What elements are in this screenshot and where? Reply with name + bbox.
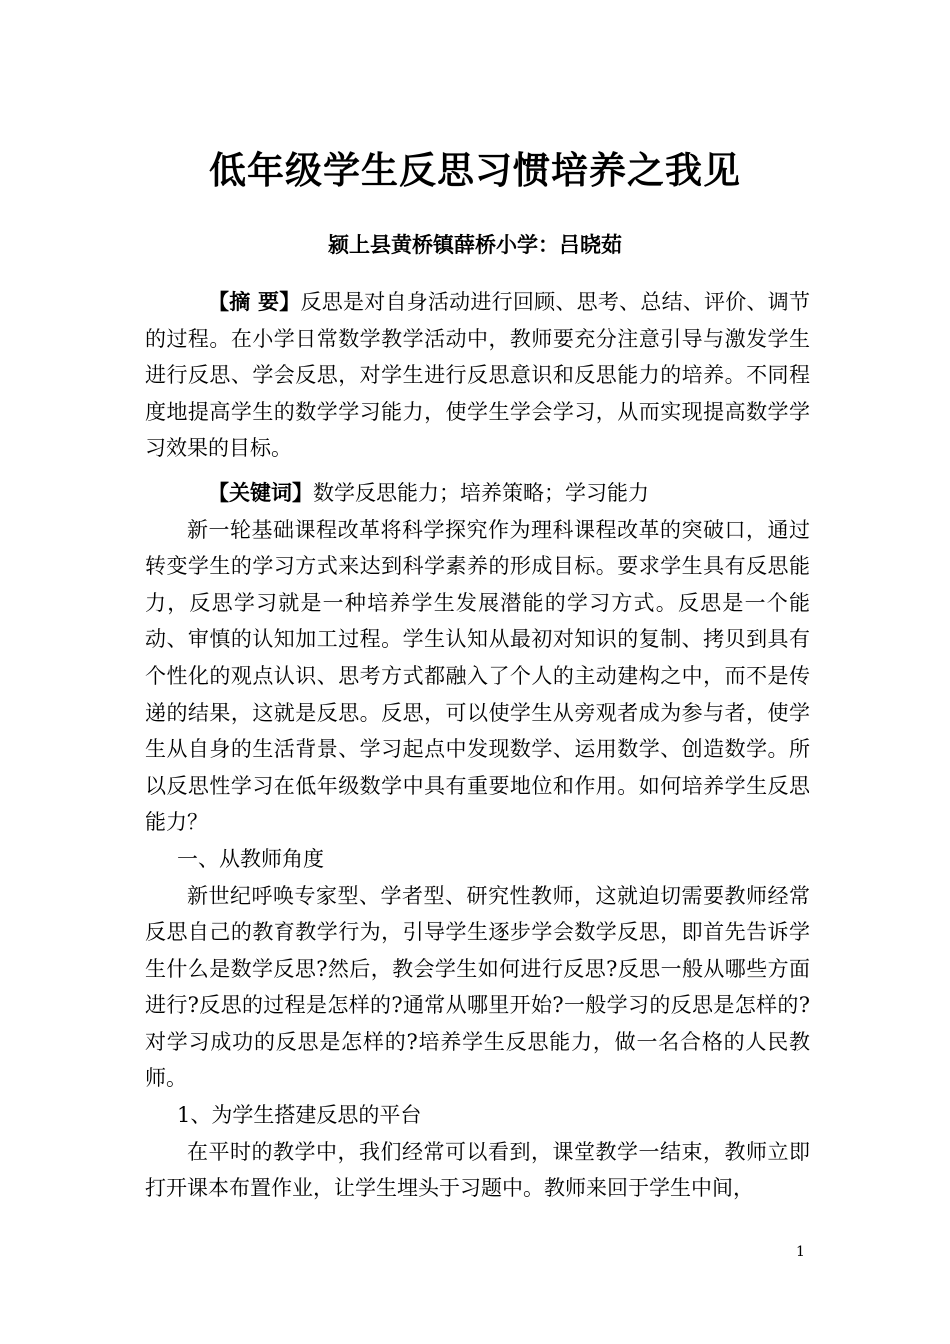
keywords-text: 数学反思能力；培养策略；学习能力 — [313, 480, 649, 505]
subsection-paragraph-platform: 在平时的教学中，我们经常可以看到，课堂教学一结束，教师立即打开课本布置作业，让学生埋头于习题中。教师来回于学生中间， — [145, 1139, 810, 1201]
abstract-text: 反思是对自身活动进行回顾、思考、总结、评价、调节的过程。在小学日常数学教学活动中，教师要充分注意引导与激发学生进行反思、学会反思，对学生进行反思意识和反思能力的培养。不同程度地提高学生的数学学习能力，使学生学会学习，从而实现提高数学学习效果的目标。 — [145, 290, 811, 461]
document-body — [145, 284, 810, 1207]
intro-paragraph: 新一轮基础课程改革将科学探究作为理科课程改革的突破口，通过转变学生的学习方式来达到科学素养的形成目标。要求学生具有反思能力，反思学习就是一种培养学生发展潜能的学习方式。反思是一个能动、审慎的认知加工过程。学生认知从最初对知识的复制、拷贝到具有个性化的观点认识、思考方式都融入了个人的主动建构之中，而不是传递的结果，这就是反思。反思，可以使学生从旁观者成为参与者，使学生从自身的生活背景、学习起点中发现数学、运用数学、创造数学。所以反思性学习在低年级数学中具有重要地位和作用。如何培养学生反思能力？ — [145, 517, 810, 835]
abstract-paragraph — [145, 284, 810, 467]
document-title: 低年级学生反思习惯培养之我见 — [209, 149, 741, 192]
author-line: 颍上县黄桥镇薛桥小学：吕晓茹 — [328, 232, 622, 257]
keywords-paragraph — [145, 475, 810, 512]
page-number: 1 — [796, 1244, 805, 1260]
subsection-heading-platform: 1、为学生搭建反思的平台 — [177, 1103, 422, 1128]
section-heading-teacher: 一、从教师角度 — [177, 846, 324, 871]
section-paragraph-teacher: 新世纪呼唤专家型、学者型、研究性教师，这就迫切需要教师经常反思自己的教育教学行为，引导学生逐步学会数学反思，即首先告诉学生什么是数学反思?然后，教会学生如何进行反思?反思一般从哪些方面进行?反思的过程是怎样的?通常从哪里开始?一般学习的反思是怎样的?对学习成功的反思是怎样的?培养学生反思能力，做一名合格的人民教师。 — [145, 883, 810, 1091]
abstract-label: 【摘 要】 — [208, 289, 301, 314]
keywords-label: 【关键词】 — [208, 479, 313, 505]
